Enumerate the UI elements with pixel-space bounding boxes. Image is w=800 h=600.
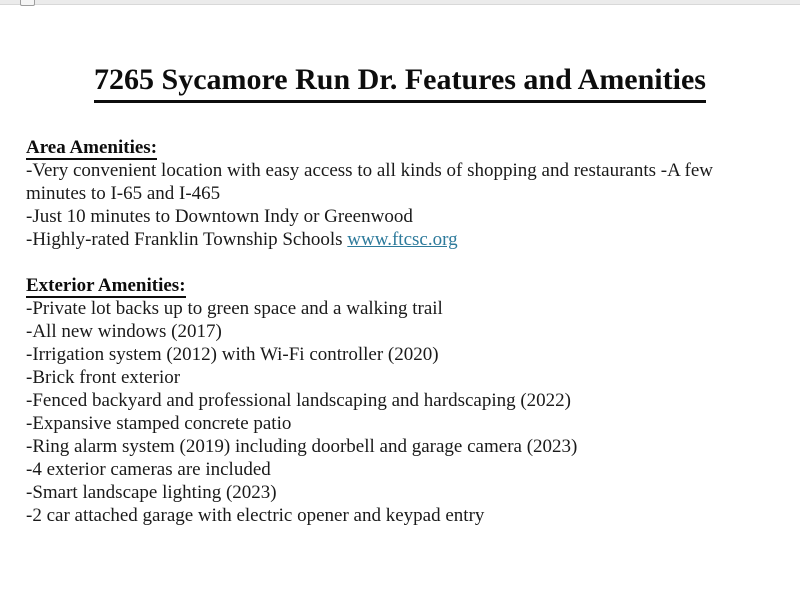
document-page — [0, 5, 800, 600]
amenity-line — [26, 205, 772, 228]
section-heading — [26, 136, 772, 159]
amenity-text: -2 car attached garage with electric opener and keypad entry — [26, 505, 485, 526]
amenity-line — [26, 504, 772, 527]
amenity-text: -Irrigation system (2012) with Wi-Fi controller (2020) — [26, 344, 439, 365]
amenity-line — [26, 481, 772, 504]
amenity-text: -Very convenient location with easy access to all kinds of shopping and restaurants -A few — [26, 160, 713, 181]
amenity-text: -Fenced backyard and professional landscaping and hardscaping (2022) — [26, 390, 572, 411]
document-title-text: 7265 Sycamore Run Dr. Features and Amenities — [94, 61, 706, 103]
amenity-text: -Expansive stamped concrete patio — [26, 413, 292, 434]
amenity-line — [26, 182, 772, 205]
amenity-line — [26, 159, 772, 182]
amenity-text: -All new windows (2017) — [26, 321, 222, 342]
amenity-line — [26, 435, 772, 458]
amenity-line — [26, 320, 772, 343]
document-body — [26, 136, 772, 527]
amenity-text: -Highly-rated Franklin Township Schools — [26, 229, 348, 250]
amenity-line — [26, 389, 772, 412]
amenity-line — [26, 458, 772, 481]
section-heading-text: Exterior Amenities: — [26, 275, 186, 296]
amenity-text: -Private lot backs up to green space and a walking trail — [26, 298, 443, 319]
amenity-text: -4 exterior cameras are included — [26, 459, 271, 480]
amenity-text: minutes to I-65 and I-465 — [26, 183, 221, 204]
amenity-text: -Ring alarm system (2019) including doorbell and garage camera (2023) — [26, 436, 578, 457]
amenity-line — [26, 297, 772, 320]
section-heading — [26, 274, 772, 297]
amenity-line — [26, 412, 772, 435]
amenity-text: -Brick front exterior — [26, 367, 181, 388]
amenity-text: -Smart landscape lighting (2023) — [26, 482, 277, 503]
amenity-line — [26, 228, 772, 251]
amenity-text: -Just 10 minutes to Downtown Indy or Greenwood — [26, 206, 413, 227]
amenity-line — [26, 366, 772, 389]
section-heading-text: Area Amenities: — [26, 137, 158, 158]
blank-line — [26, 251, 772, 274]
document-title — [0, 61, 800, 103]
amenity-line — [26, 343, 772, 366]
ftcsc-website-link[interactable]: www.ftcsc.org — [347, 229, 458, 250]
